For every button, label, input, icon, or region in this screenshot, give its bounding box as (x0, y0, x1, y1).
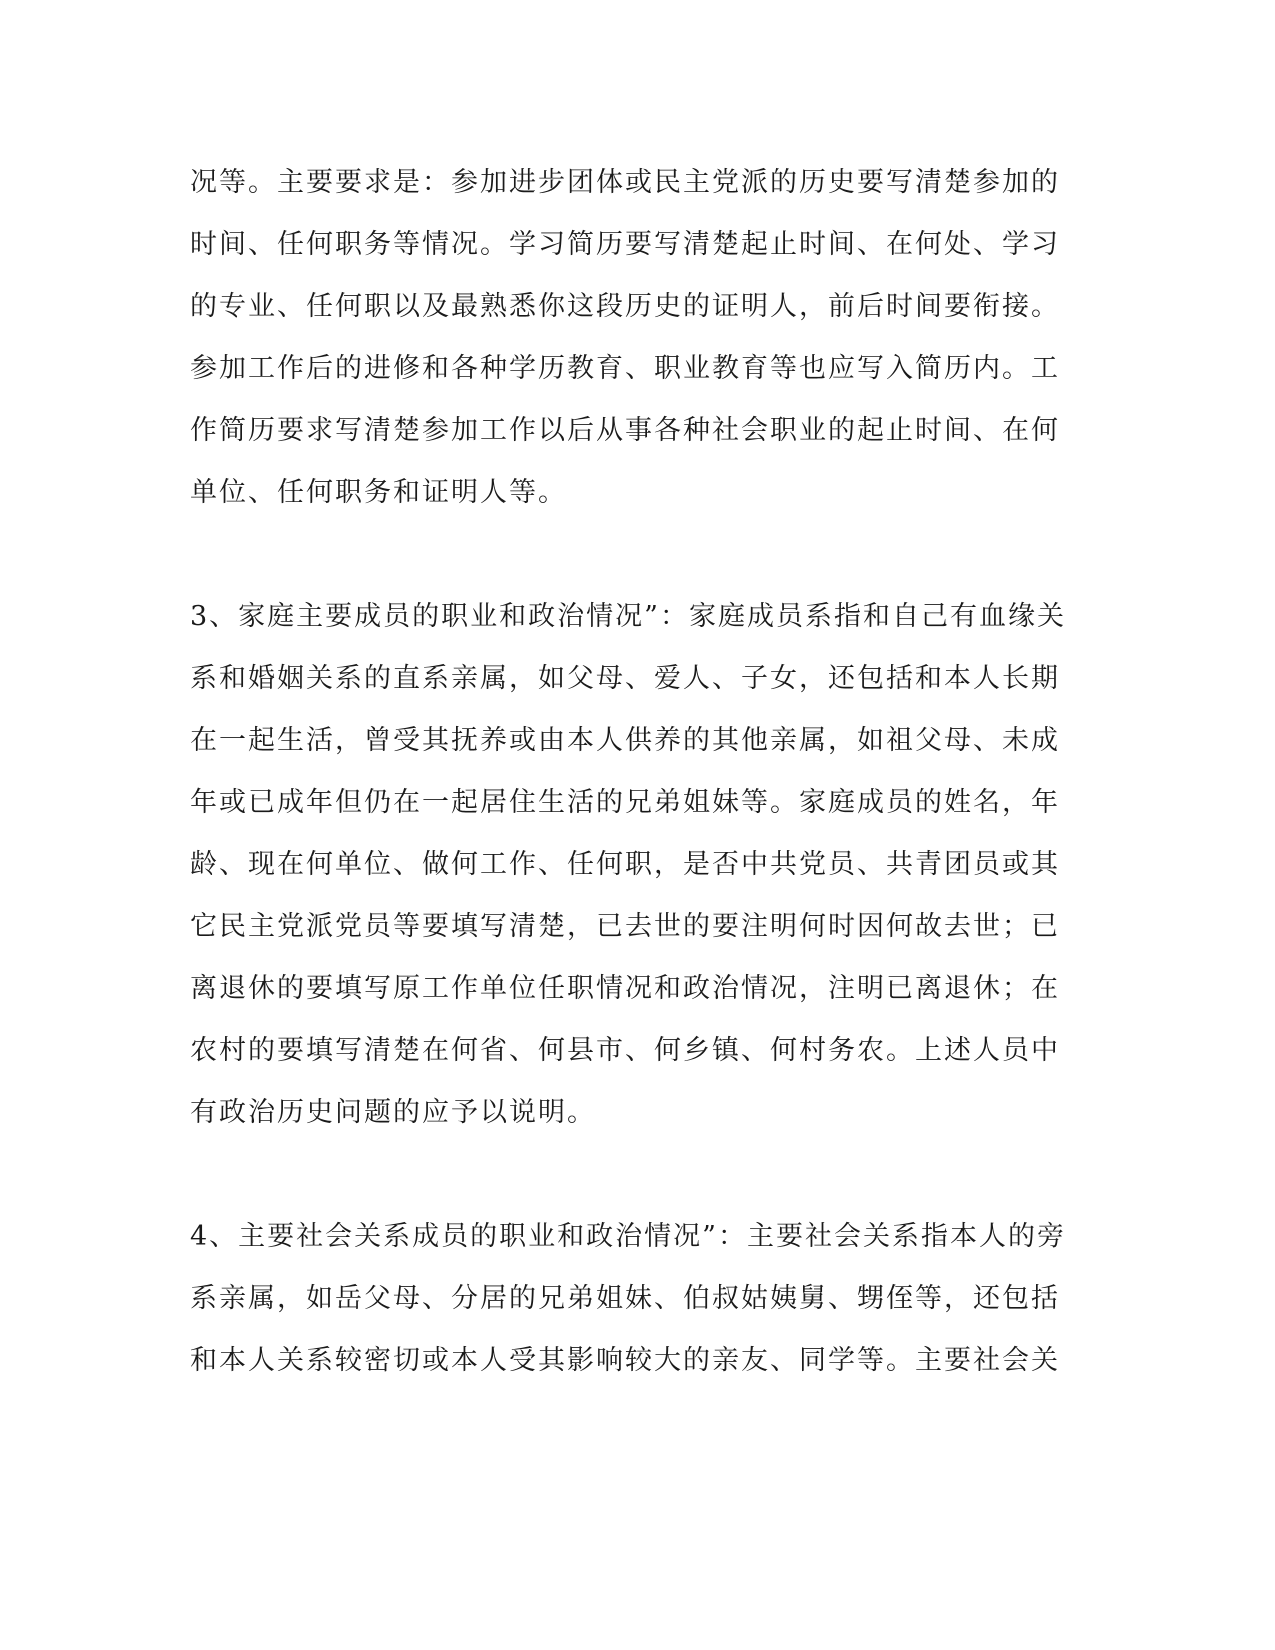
text-line: 离退休的要填写原工作单位任职情况和政治情况，注明已离退休；在 (190, 973, 1060, 1004)
text-line: 时间、任何职务等情况。学习简历要写清楚起止时间、在何处、学习 (190, 229, 1060, 260)
text-line: 年或已成年但仍在一起居住生活的兄弟姐妹等。家庭成员的姓名，年 (190, 787, 1060, 818)
text-line: 3、家庭主要成员的职业和政治情况”：家庭成员系指和自己有血缘关 (190, 601, 1066, 632)
text-line: 4、主要社会关系成员的职业和政治情况”：主要社会关系指本人的旁 (190, 1221, 1066, 1252)
text-line: 单位、任何职务和证明人等。 (190, 477, 567, 508)
text-line: 参加工作后的进修和各种学历教育、职业教育等也应写入简历内。工 (190, 353, 1060, 384)
text-line: 和本人关系较密切或本人受其影响较大的亲友、同学等。主要社会关 (190, 1345, 1060, 1376)
text-line: 龄、现在何单位、做何工作、任何职，是否中共党员、共青团员或其 (190, 849, 1060, 880)
text-line: 况等。主要要求是：参加进步团体或民主党派的历史要写清楚参加的 (190, 167, 1060, 198)
text-line: 它民主党派党员等要填写清楚，已去世的要注明何时因何故去世；已 (190, 911, 1060, 942)
text-line: 农村的要填写清楚在何省、何县市、何乡镇、何村务农。上述人员中 (190, 1035, 1060, 1066)
text-line: 的专业、任何职以及最熟悉你这段历史的证明人，前后时间要衔接。 (190, 291, 1060, 322)
text-line: 系和婚姻关系的直系亲属，如父母、爱人、子女，还包括和本人长期 (190, 663, 1060, 694)
text-line: 有政治历史问题的应予以说明。 (190, 1097, 596, 1128)
text-line: 在一起生活，曾受其抚养或由本人供养的其他亲属，如祖父母、未成 (190, 725, 1060, 756)
text-line: 系亲属，如岳父母、分居的兄弟姐妹、伯叔姑姨舅、甥侄等，还包括 (190, 1283, 1060, 1314)
text-line: 作简历要求写清楚参加工作以后从事各种社会职业的起止时间、在何 (190, 415, 1060, 446)
